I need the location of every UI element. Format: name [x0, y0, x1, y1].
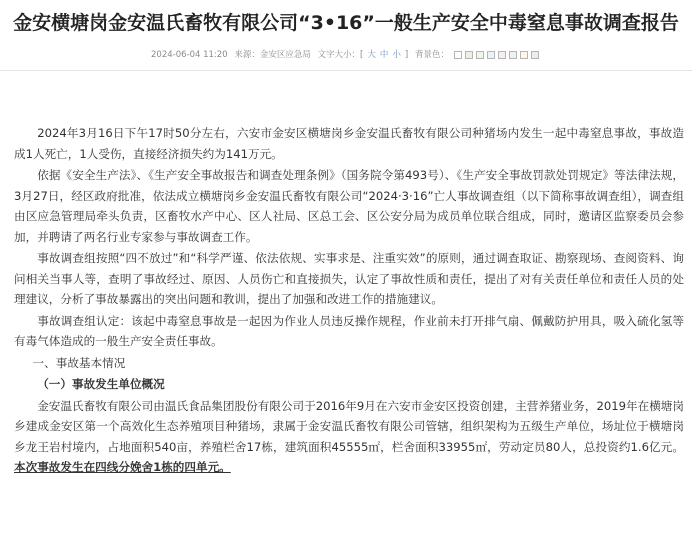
font-size-large-button[interactable]: 大 — [367, 50, 376, 60]
font-size-medium-button[interactable]: 中 — [379, 50, 389, 60]
paragraph-legal-basis: 依据《安全生产法》、《生产安全事故报告和调查处理条例》（国务院令第493号）、《生产安全事故罚款处罚规定》等法律法规，3月27日，经区政府批准，依法成立横塘岗乡金安温氏畜牧有限公司“2024·3·16”亡人事故调查组（以下简称事故调查组），调查组由区应急管理局牵头负责，区畜牧水产中心、区人社局、区总工会、区公安分局为成员单位联合组成，同时，邀请区监察委员会参加，并聘请了两名行业专家参与事故调查工作。 — [14, 168, 684, 244]
header-divider — [0, 70, 692, 71]
background-swatch-6[interactable] — [509, 51, 517, 59]
company-overview-text: 金安温氏畜牧有限公司由温氏食品集团股份有限公司于2016年9月在六安市金安区投资创建，主营养猪业务，2019年在横塘岗乡建成金安区第一个高效化生态养殖项目种猪场，隶属于金安温氏畜牧有限公司管辖，组织架构为五级生产单位，场址位于横塘岗乡龙王岩村境内，占地面积540亩，养殖栏舍17栋，建筑面积45555㎡，栏舍面积33955㎡，劳动定员80人，总投资约1.6亿元。 — [14, 398, 684, 454]
background-swatch-1[interactable] — [454, 51, 462, 59]
font-size-small-button[interactable]: 小 — [392, 50, 401, 60]
font-size-close: ] — [404, 50, 409, 60]
paragraph-summary: 2024年3月16日下午17时50分左右，六安市金安区横塘岗乡金安温氏畜牧有限公司种猪场内发生一起中毒窒息事故，事故造成1人死亡，1人受伤，直接经济损失约为141万元。 — [14, 126, 684, 161]
background-swatch-8[interactable] — [531, 51, 539, 59]
article-meta — [0, 48, 692, 60]
paragraph-conclusion: 事故调查组认定：该起中毒窒息事故是一起因为作业人员违反操作规程，作业前未打开排气扇、佩戴防护用具，吸入硫化氢等有毒气体造成的一般生产安全责任事故。 — [14, 313, 684, 348]
background-swatch-2[interactable] — [465, 51, 473, 59]
background-swatch-7[interactable] — [520, 51, 528, 59]
background-swatch-4[interactable] — [487, 51, 495, 59]
background-swatch-5[interactable] — [498, 51, 506, 59]
article-source: 来源：金安区应急局 — [234, 50, 311, 60]
section-heading-basic-info: 一、事故基本情况 — [32, 355, 126, 370]
paragraph-investigation: 事故调查组按照“四不放过”和“科学严谨、依法依规、实事求是、注重实效”的原则，通过调查取证、勘察现场、查阅资料、询问相关当事人等，查明了事故经过、原因、人员伤亡和直接损失，认定了事故性质和责任，提出了对有关责任单位和责任人员的处理建议，分析了事故暴露出的突出问题和教训，提出了加强和改进工作的措施建议。 — [14, 251, 684, 306]
font-size-label: 文字大小：[ — [317, 50, 364, 60]
background-color-label: 背景色： — [414, 50, 449, 60]
background-swatch-3[interactable] — [476, 51, 484, 59]
background-color-swatches — [453, 50, 541, 60]
publish-date: 2024-06-04 11:20 — [151, 50, 228, 60]
accident-location-emphasis: 本次事故发生在四线分娩舍1栋的四单元。 — [14, 460, 231, 474]
subsection-heading-company-overview: （一）事故发生单位概况 — [37, 377, 165, 391]
paragraph-company-overview — [14, 396, 684, 478]
article-body — [0, 123, 692, 478]
article-title: 金安横塘岗金安温氏畜牧有限公司“3•16”一般生产安全中毒窒息事故调查报告 — [13, 12, 679, 34]
